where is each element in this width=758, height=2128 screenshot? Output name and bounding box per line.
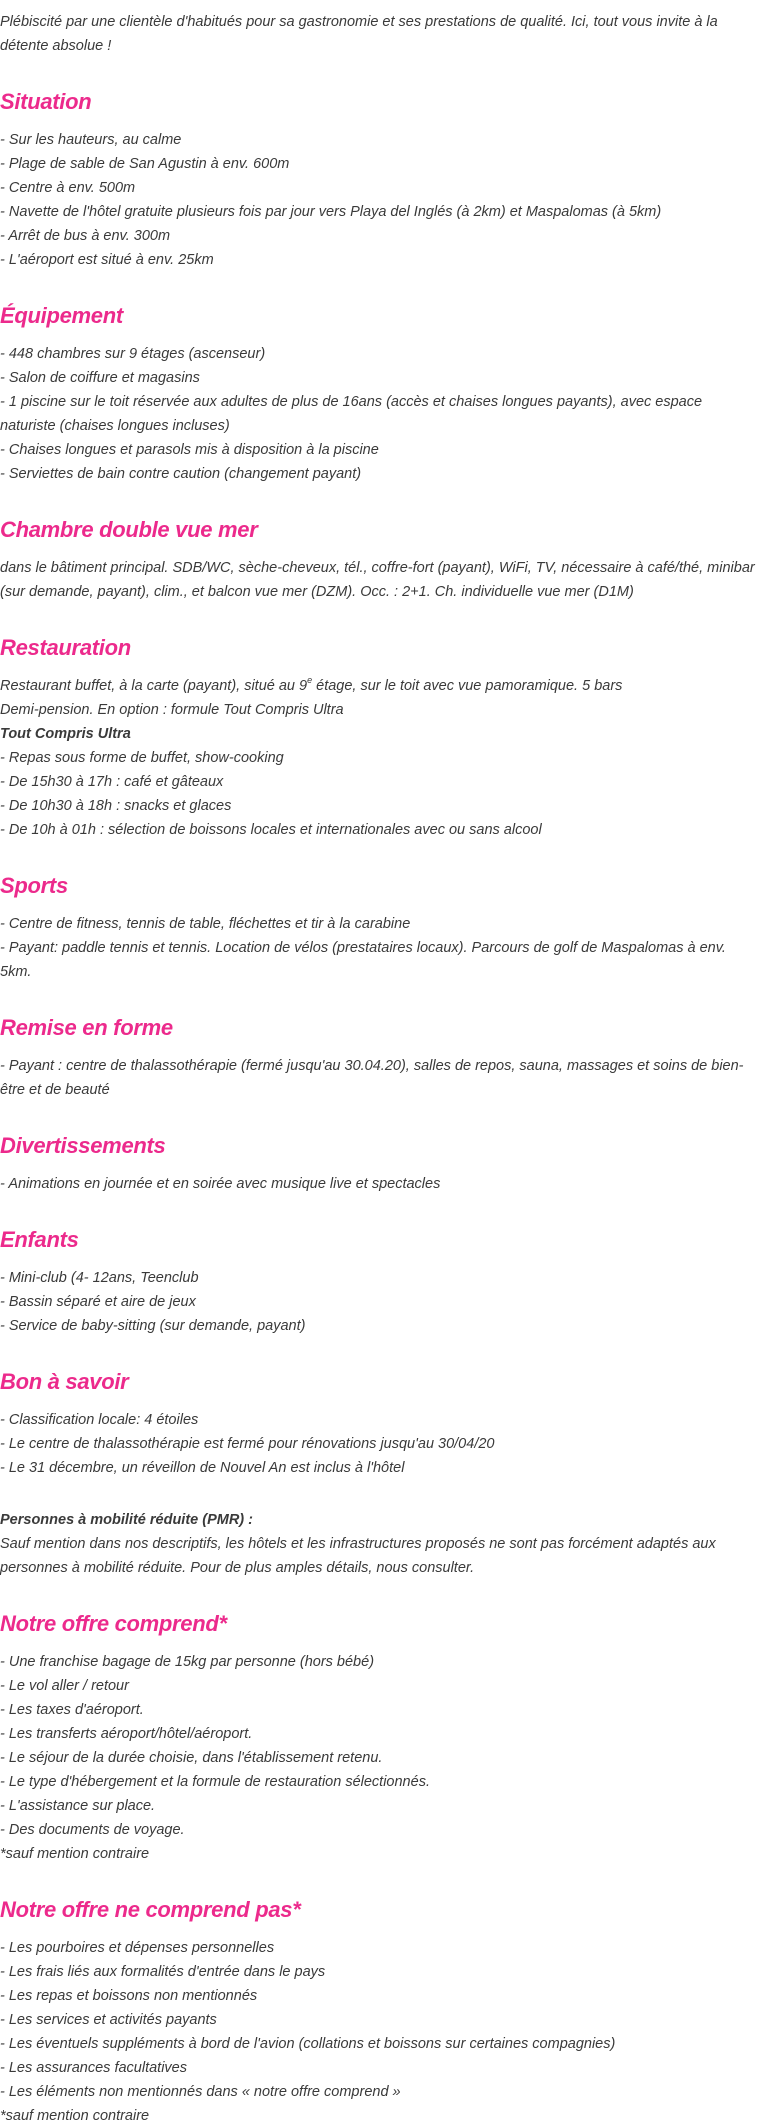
- list-item: - Arrêt de bus à env. 300m: [0, 228, 171, 244]
- forme-list: [0, 1054, 758, 1102]
- section-offre-comprend: [0, 1608, 758, 1866]
- section-situation: [0, 86, 758, 272]
- comprend-list: [0, 1650, 758, 1842]
- section-title: Divertissements: [0, 1133, 166, 1158]
- list-item: - Centre de fitness, tennis de table, fléchettes et tir à la carabine: [0, 916, 411, 932]
- list-item: - De 15h30 à 17h : café et gâteaux: [0, 774, 224, 790]
- room-description: dans le bâtiment principal. SDB/WC, sèche-cheveux, tél., coffre-fort (payant), WiFi, TV, nécessaire à café/thé, minibar (sur demande, payant), clim., et balcon vue mer (DZM). Occ. : 2+1. Ch. individuelle vue mer (D1M): [0, 560, 755, 600]
- section-title: Chambre double vue mer: [0, 517, 258, 542]
- list-item: - Sur les hauteurs, au calme: [0, 132, 182, 148]
- board-line: Demi-pension. En option : formule Tout Compris Ultra: [0, 702, 344, 718]
- all-inclusive-title: Tout Compris Ultra: [0, 726, 131, 742]
- section-divertissements: [0, 1130, 758, 1196]
- list-item: - Salon de coiffure et magasins: [0, 370, 200, 386]
- section-restauration: [0, 632, 758, 842]
- list-item: - Les services et activités payants: [0, 2012, 217, 2028]
- section-title: Notre offre comprend*: [0, 1611, 227, 1636]
- list-item: - Payant: paddle tennis et tennis. Location de vélos (prestataires locaux). Parcours de golf de Maspalomas à env. 5km.: [0, 940, 726, 980]
- footnote: *sauf mention contraire: [0, 2108, 150, 2124]
- intro-text: Plébiscité par une clientèle d'habitués pour sa gastronomie et ses prestations de qualité. Ici, tout vous invite à la détente absolue !: [0, 14, 718, 54]
- pmr-text: Sauf mention dans nos descriptifs, les hôtels et les infrastructures proposés ne sont pas forcément adaptés aux personnes à mobilité réduite. Pour de plus amples détails, nous consulter.: [0, 1536, 716, 1576]
- equipement-list: [0, 342, 758, 486]
- section-enfants: [0, 1224, 758, 1338]
- list-item: - De 10h à 01h : sélection de boissons locales et internationales avec ou sans alcool: [0, 822, 542, 838]
- list-item: - 448 chambres sur 9 étages (ascenseur): [0, 346, 266, 362]
- list-item: - Chaises longues et parasols mis à disposition à la piscine: [0, 442, 379, 458]
- section-title: Notre offre ne comprend pas*: [0, 1897, 301, 1922]
- list-item: - Les transferts aéroport/hôtel/aéroport.: [0, 1726, 253, 1742]
- pmr-title: Personnes à mobilité réduite (PMR) :: [0, 1512, 253, 1528]
- section-chambre: [0, 514, 758, 604]
- floor-suffix: e: [307, 675, 313, 686]
- section-title: Remise en forme: [0, 1015, 173, 1040]
- list-item: - Les pourboires et dépenses personnelles: [0, 1940, 275, 1956]
- list-item: - Le centre de thalassothérapie est fermé pour rénovations jusqu'au 30/04/20: [0, 1436, 495, 1452]
- section-title: Bon à savoir: [0, 1369, 129, 1394]
- section-offre-ne-comprend-pas: [0, 1894, 758, 2128]
- list-item: - Mini-club (4- 12ans, Teenclub: [0, 1270, 199, 1286]
- restauration-list: [0, 746, 758, 842]
- list-item: - De 10h30 à 18h : snacks et glaces: [0, 798, 232, 814]
- list-item: - Le 31 décembre, un réveillon de Nouvel An est inclus à l'hôtel: [0, 1460, 405, 1476]
- footnote: *sauf mention contraire: [0, 1846, 150, 1862]
- list-item: - Les frais liés aux formalités d'entrée dans le pays: [0, 1964, 326, 1980]
- list-item: - Le type d'hébergement et la formule de restauration sélectionnés.: [0, 1774, 430, 1790]
- list-item: - Les taxes d'aéroport.: [0, 1702, 144, 1718]
- ne-comprend-list: [0, 1936, 758, 2104]
- situation-list: [0, 128, 758, 272]
- list-item: - Les assurances facultatives: [0, 2060, 187, 2076]
- list-item: - Des documents de voyage.: [0, 1822, 185, 1838]
- list-item: - Le vol aller / retour: [0, 1678, 129, 1694]
- restaurant-line: [0, 674, 758, 698]
- sports-list: [0, 912, 758, 984]
- list-item: - Les éléments non mentionnés dans « notre offre comprend »: [0, 2084, 401, 2100]
- enfants-list: [0, 1266, 758, 1338]
- list-item: - Payant : centre de thalassothérapie (fermé jusqu'au 30.04.20), salles de repos, sauna, massages et soins de bien-être et de beauté: [0, 1058, 744, 1098]
- divertissements-list: [0, 1172, 758, 1196]
- section-title: Équipement: [0, 303, 123, 328]
- section-title: Enfants: [0, 1227, 79, 1252]
- section-title: Restauration: [0, 635, 131, 660]
- list-item: - Centre à env. 500m: [0, 180, 136, 196]
- list-item: - Les repas et boissons non mentionnés: [0, 1988, 258, 2004]
- list-item: - Plage de sable de San Agustin à env. 600m: [0, 156, 290, 172]
- section-remise-en-forme: [0, 1012, 758, 1102]
- list-item: - Classification locale: 4 étoiles: [0, 1412, 199, 1428]
- section-sports: [0, 870, 758, 984]
- list-item: - Service de baby-sitting (sur demande, payant): [0, 1318, 306, 1334]
- section-title: Situation: [0, 89, 92, 114]
- list-item: - Une franchise bagage de 15kg par personne (hors bébé): [0, 1654, 375, 1670]
- list-item: - Les éventuels suppléments à bord de l'avion (collations et boissons sur certaines compagnies): [0, 2036, 616, 2052]
- restaurant-text: Restaurant buffet, à la carte (payant), situé au 9: [0, 678, 308, 694]
- list-item: - Repas sous forme de buffet, show-cooking: [0, 750, 284, 766]
- list-item: - L'assistance sur place.: [0, 1798, 156, 1814]
- list-item: - Le séjour de la durée choisie, dans l'établissement retenu.: [0, 1750, 383, 1766]
- section-pmr: [0, 1508, 758, 1580]
- list-item: - Bassin séparé et aire de jeux: [0, 1294, 196, 1310]
- bon-list: [0, 1408, 758, 1480]
- list-item: - Navette de l'hôtel gratuite plusieurs fois par jour vers Playa del Inglés (à 2km) et Maspalomas (à 5km): [0, 204, 662, 220]
- list-item: - 1 piscine sur le toit réservée aux adultes de plus de 16ans (accès et chaises longues payants), avec espace naturiste (chaises longues incluses): [0, 394, 703, 434]
- section-bon-a-savoir: [0, 1366, 758, 1480]
- list-item: - Serviettes de bain contre caution (changement payant): [0, 466, 362, 482]
- section-equipement: [0, 300, 758, 486]
- list-item: - Animations en journée et en soirée avec musique live et spectacles: [0, 1176, 441, 1192]
- section-title: Sports: [0, 873, 68, 898]
- restaurant-text-end: étage, sur le toit avec vue pamoramique. 5 bars: [312, 678, 623, 694]
- list-item: - L'aéroport est situé à env. 25km: [0, 252, 214, 268]
